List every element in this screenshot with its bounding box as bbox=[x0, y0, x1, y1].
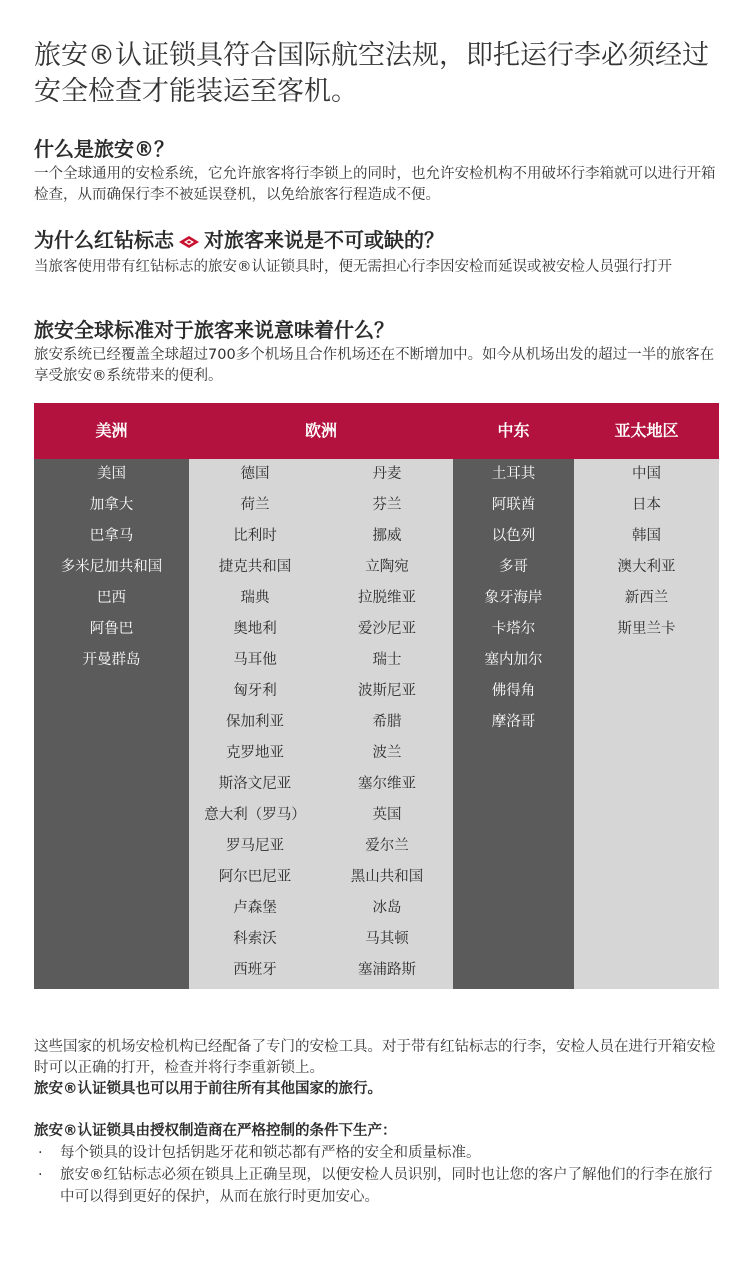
footer-paragraph: 这些国家的机场安检机构已经配备了专门的安检工具。对于带有红钻标志的行李，安检人员在进行开箱安检时可以正确的打开，检查并将行李重新锁上。 bbox=[34, 1039, 716, 1076]
table-header bbox=[34, 403, 719, 459]
country-cell: 立陶宛 bbox=[365, 559, 409, 575]
country-cell: 多哥 bbox=[499, 559, 528, 575]
country-cell: 奥地利 bbox=[233, 621, 277, 637]
country-cell: 塞内加尔 bbox=[484, 652, 543, 668]
country-cell: 芬兰 bbox=[372, 497, 402, 513]
bullet-mark: · bbox=[38, 1145, 43, 1161]
country-cell: 英国 bbox=[372, 807, 402, 823]
country-cell: 波斯尼亚 bbox=[358, 683, 416, 699]
country-cell: 阿鲁巴 bbox=[89, 621, 134, 637]
country-cell: 巴西 bbox=[97, 590, 126, 606]
country-cell: 卢森堡 bbox=[233, 900, 277, 916]
country-cell: 保加利亚 bbox=[226, 714, 284, 730]
country-cell: 斯洛文尼亚 bbox=[218, 776, 292, 792]
column-middle-east bbox=[453, 459, 574, 989]
country-cell: 塞尔维亚 bbox=[358, 776, 416, 792]
country-cell: 土耳其 bbox=[491, 466, 536, 482]
country-cell: 比利时 bbox=[233, 528, 277, 544]
column-europe-right bbox=[321, 459, 453, 989]
column-americas bbox=[34, 459, 189, 989]
country-cell: 克罗地亚 bbox=[226, 745, 284, 761]
country-cell: 瑞典 bbox=[240, 590, 270, 606]
header-americas: 美洲 bbox=[95, 421, 128, 440]
country-cell: 瑞士 bbox=[372, 652, 402, 668]
country-cell: 塞浦路斯 bbox=[358, 962, 416, 978]
column-europe-left bbox=[189, 459, 321, 989]
section-title: 什么是旅安®？ bbox=[34, 137, 174, 161]
section-title-part: 对旅客来说是不可或缺的？ bbox=[204, 228, 444, 252]
country-cell: 冰岛 bbox=[372, 900, 402, 916]
country-cell: 德国 bbox=[240, 466, 270, 482]
country-cell: 波兰 bbox=[372, 745, 402, 761]
section-title-part: 为什么红钻标志 bbox=[34, 228, 174, 252]
column-asia-pacific bbox=[574, 459, 719, 989]
country-cell: 美国 bbox=[97, 466, 126, 482]
country-cell: 罗马尼亚 bbox=[226, 838, 284, 854]
country-cell: 象牙海岸 bbox=[484, 590, 543, 606]
country-cell: 捷克共和国 bbox=[218, 559, 292, 575]
header-europe: 欧洲 bbox=[304, 421, 337, 440]
country-cell: 黑山共和国 bbox=[350, 869, 424, 885]
headline: 旅安®认证锁具符合国际航空法规，即托运行李必须经过安全检查才能装运至客机。 bbox=[34, 40, 709, 107]
section-why-red-diamond bbox=[34, 227, 724, 278]
country-cell: 拉脱维亚 bbox=[358, 590, 416, 606]
countries-table bbox=[34, 403, 719, 989]
country-cell: 佛得角 bbox=[491, 683, 536, 699]
list-item-text: 旅安®红钻标志必须在锁具上正确呈现，以便安检人员识别，同时也让您的客户了解他们的行李在旅行中可以得到更好的保护，从而在旅行时更加安心。 bbox=[60, 1167, 713, 1205]
red-diamond-icon bbox=[178, 229, 200, 255]
manufacture-section bbox=[34, 1121, 724, 1208]
country-cell: 澳大利亚 bbox=[617, 559, 676, 575]
section-what-is bbox=[34, 136, 724, 206]
country-cell: 匈牙利 bbox=[233, 683, 277, 699]
country-cell: 中国 bbox=[632, 466, 661, 482]
country-cell: 多米尼加共和国 bbox=[60, 559, 163, 575]
footer-note bbox=[34, 1037, 724, 1100]
footer-bold-line: 旅安®认证锁具也可以用于前往所有其他国家的旅行。 bbox=[34, 1081, 382, 1097]
country-cell: 意大利（罗马） bbox=[204, 807, 306, 823]
country-cell: 西班牙 bbox=[233, 962, 277, 978]
header-asia-pacific: 亚太地区 bbox=[614, 421, 679, 440]
country-cell: 希腊 bbox=[372, 714, 402, 730]
section-title: 旅安全球标准对于旅客来说意味着什么？ bbox=[34, 318, 394, 342]
country-cell: 阿尔巴尼亚 bbox=[218, 869, 292, 885]
country-cell: 爱沙尼亚 bbox=[358, 621, 416, 637]
country-cell: 日本 bbox=[632, 497, 661, 513]
country-cell: 卡塔尔 bbox=[491, 621, 536, 637]
country-cell: 爱尔兰 bbox=[365, 838, 409, 854]
manufacture-title: 旅安®认证锁具由授权制造商在严格控制的条件下生产： bbox=[34, 1123, 397, 1139]
country-cell: 丹麦 bbox=[372, 466, 402, 482]
list-item bbox=[34, 1164, 724, 1208]
bullet-mark: · bbox=[38, 1167, 43, 1183]
country-cell: 马其顿 bbox=[365, 931, 409, 947]
country-cell: 加拿大 bbox=[89, 497, 134, 513]
country-cell: 科索沃 bbox=[233, 931, 277, 947]
country-cell: 斯里兰卡 bbox=[617, 621, 676, 637]
country-cell: 韩国 bbox=[632, 528, 661, 544]
section-body: 当旅客使用带有红钻标志的旅安®认证锁具时，便无需担心行李因安检而延误或被安检人员强行打开 bbox=[34, 258, 672, 275]
header-middle-east: 中东 bbox=[497, 421, 530, 440]
manufacture-bullets bbox=[34, 1142, 724, 1208]
country-cell: 挪威 bbox=[372, 528, 402, 544]
section-body: 一个全球通用的安检系统，它允许旅客将行李锁上的同时，也允许安检机构不用破坏行李箱就可以进行开箱检查，从而确保行李不被延误登机，以免给旅客行程造成不便。 bbox=[34, 166, 716, 203]
country-cell: 阿联酋 bbox=[491, 497, 536, 513]
country-cell: 摩洛哥 bbox=[491, 714, 536, 730]
country-cell: 荷兰 bbox=[240, 497, 270, 513]
section-title bbox=[34, 227, 724, 255]
list-item-text: 每个锁具的设计包括钥匙牙花和锁芯都有严格的安全和质量标准。 bbox=[60, 1145, 481, 1161]
section-body: 旅安系统已经覆盖全球超过700多个机场且合作机场还在不断增加中。如今从机场出发的超过一半的旅客在享受旅安®系统带来的便利。 bbox=[34, 347, 715, 384]
country-cell: 新西兰 bbox=[624, 590, 669, 606]
country-cell: 以色列 bbox=[491, 528, 536, 544]
country-cell: 马耳他 bbox=[233, 652, 277, 668]
country-cell: 开曼群岛 bbox=[82, 652, 141, 668]
country-cell: 巴拿马 bbox=[89, 528, 134, 544]
list-item bbox=[34, 1142, 724, 1164]
section-global-standard bbox=[34, 317, 724, 387]
